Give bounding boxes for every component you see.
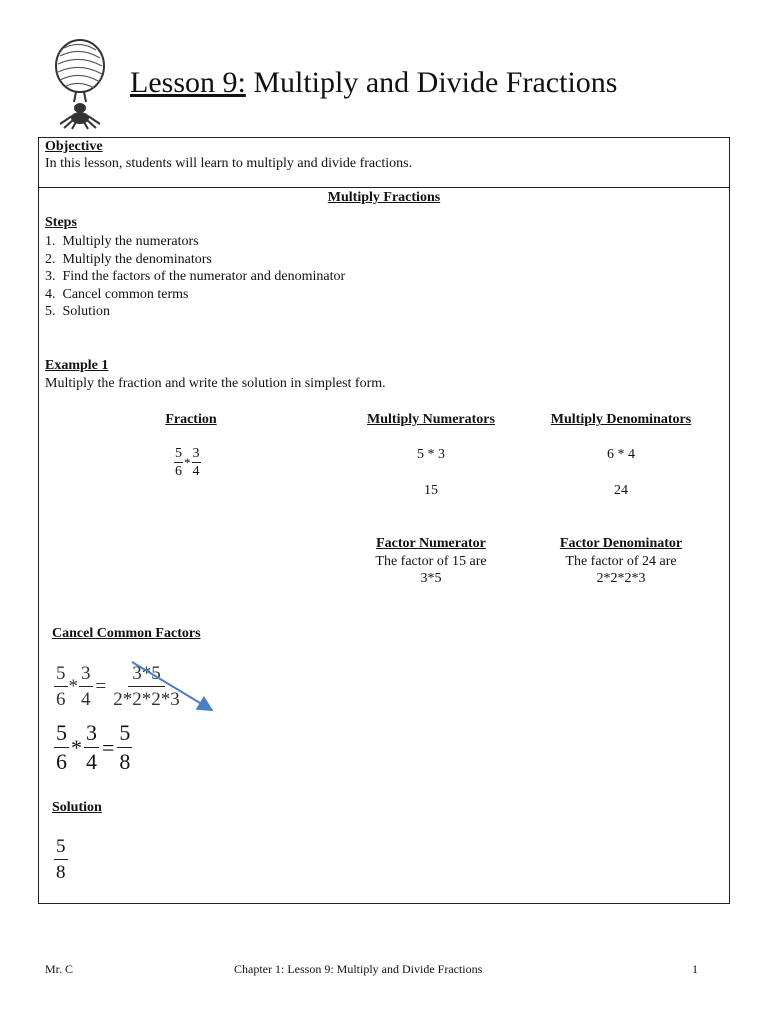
step-item: 5. Solution [45, 304, 110, 320]
steps-list [45, 233, 345, 321]
fraction-denominator: 2*2*2*3 [113, 689, 180, 710]
ant-logo-icon [46, 36, 116, 130]
mult-num-result: 15 [424, 483, 438, 498]
footer-chapter: Chapter 1: Lesson 9: Multiply and Divide Fractions [234, 962, 483, 976]
col-fraction-heading: Fraction [165, 412, 217, 427]
section-heading: Multiply Fractions [327, 190, 441, 205]
fraction-numerator: 3 [79, 664, 93, 687]
factor-num-heading: Factor Numerator [376, 536, 486, 551]
fraction-denominator: 8 [56, 862, 66, 883]
fraction-denominator: 6 [56, 749, 67, 774]
objective-divider [38, 187, 730, 188]
steps-heading: Steps [45, 215, 77, 230]
mult-den-expression: 6 * 4 [607, 447, 635, 462]
fraction-numerator: 3 [192, 446, 200, 461]
step-item: 4. Cancel common terms [45, 286, 189, 302]
fraction-denominator: 6 [56, 689, 66, 710]
footer-author: Mr. C [45, 962, 74, 976]
solution-heading: Solution [52, 800, 102, 815]
fraction-numerator: 3 [84, 722, 99, 748]
objective-text: In this lesson, students will learn to multiply and divide fractions. [45, 156, 413, 171]
objective-heading: Objective [45, 139, 103, 154]
multiply-operator: * [68, 675, 78, 697]
multiply-operator: * [71, 734, 82, 760]
title-rest: Multiply and Divide Fractions [245, 66, 618, 99]
fraction-denominator: 8 [119, 749, 131, 774]
cancel-heading: Cancel Common Factors [52, 626, 201, 641]
cancel-arrow-icon [120, 652, 220, 718]
example-instructions: Multiply the fraction and write the solution in simplest form. [45, 376, 386, 391]
col-mult-den-heading: Multiply Denominators [550, 412, 692, 427]
equals-sign: = [95, 675, 107, 697]
title-prefix: Lesson 9: [130, 66, 246, 99]
step-item: 3. Find the factors of the numerator and denominator [45, 269, 346, 285]
fraction-numerator: 5 [117, 722, 132, 748]
page-title [130, 66, 617, 100]
fraction-numerator: 5 [54, 722, 69, 748]
fraction-denominator: 6 [175, 464, 182, 479]
fraction-denominator: 4 [192, 464, 200, 479]
factor-num-line1: The factor of 15 are [375, 554, 487, 569]
fraction-denominator: 4 [81, 689, 91, 710]
example-fraction [174, 447, 201, 479]
factor-den-heading: Factor Denominator [559, 536, 683, 551]
solution-fraction [54, 836, 68, 882]
fraction-numerator: 5 [54, 664, 68, 687]
factor-den-line2: 2*2*2*3 [596, 571, 646, 586]
cancel-equation-2 [54, 722, 132, 773]
fraction-numerator: 3*5 [128, 664, 165, 687]
page-number: 1 [692, 962, 698, 976]
col-mult-num-heading: Multiply Numerators [367, 412, 495, 427]
mult-den-result: 24 [614, 483, 628, 498]
equals-sign: = [102, 734, 115, 760]
fraction-numerator: 5 [175, 446, 182, 461]
fraction-denominator: 4 [86, 749, 97, 774]
step-item: 2. Multiply the denominators [45, 251, 212, 267]
step-item: 1. Multiply the numerators [45, 234, 199, 249]
example-heading: Example 1 [45, 358, 109, 373]
fraction-numerator: 5 [54, 837, 68, 860]
factor-num-line2: 3*5 [420, 571, 442, 586]
factor-den-line1: The factor of 24 are [565, 554, 677, 569]
multiply-operator: * [184, 455, 191, 470]
mult-num-expression: 5 * 3 [417, 447, 445, 462]
